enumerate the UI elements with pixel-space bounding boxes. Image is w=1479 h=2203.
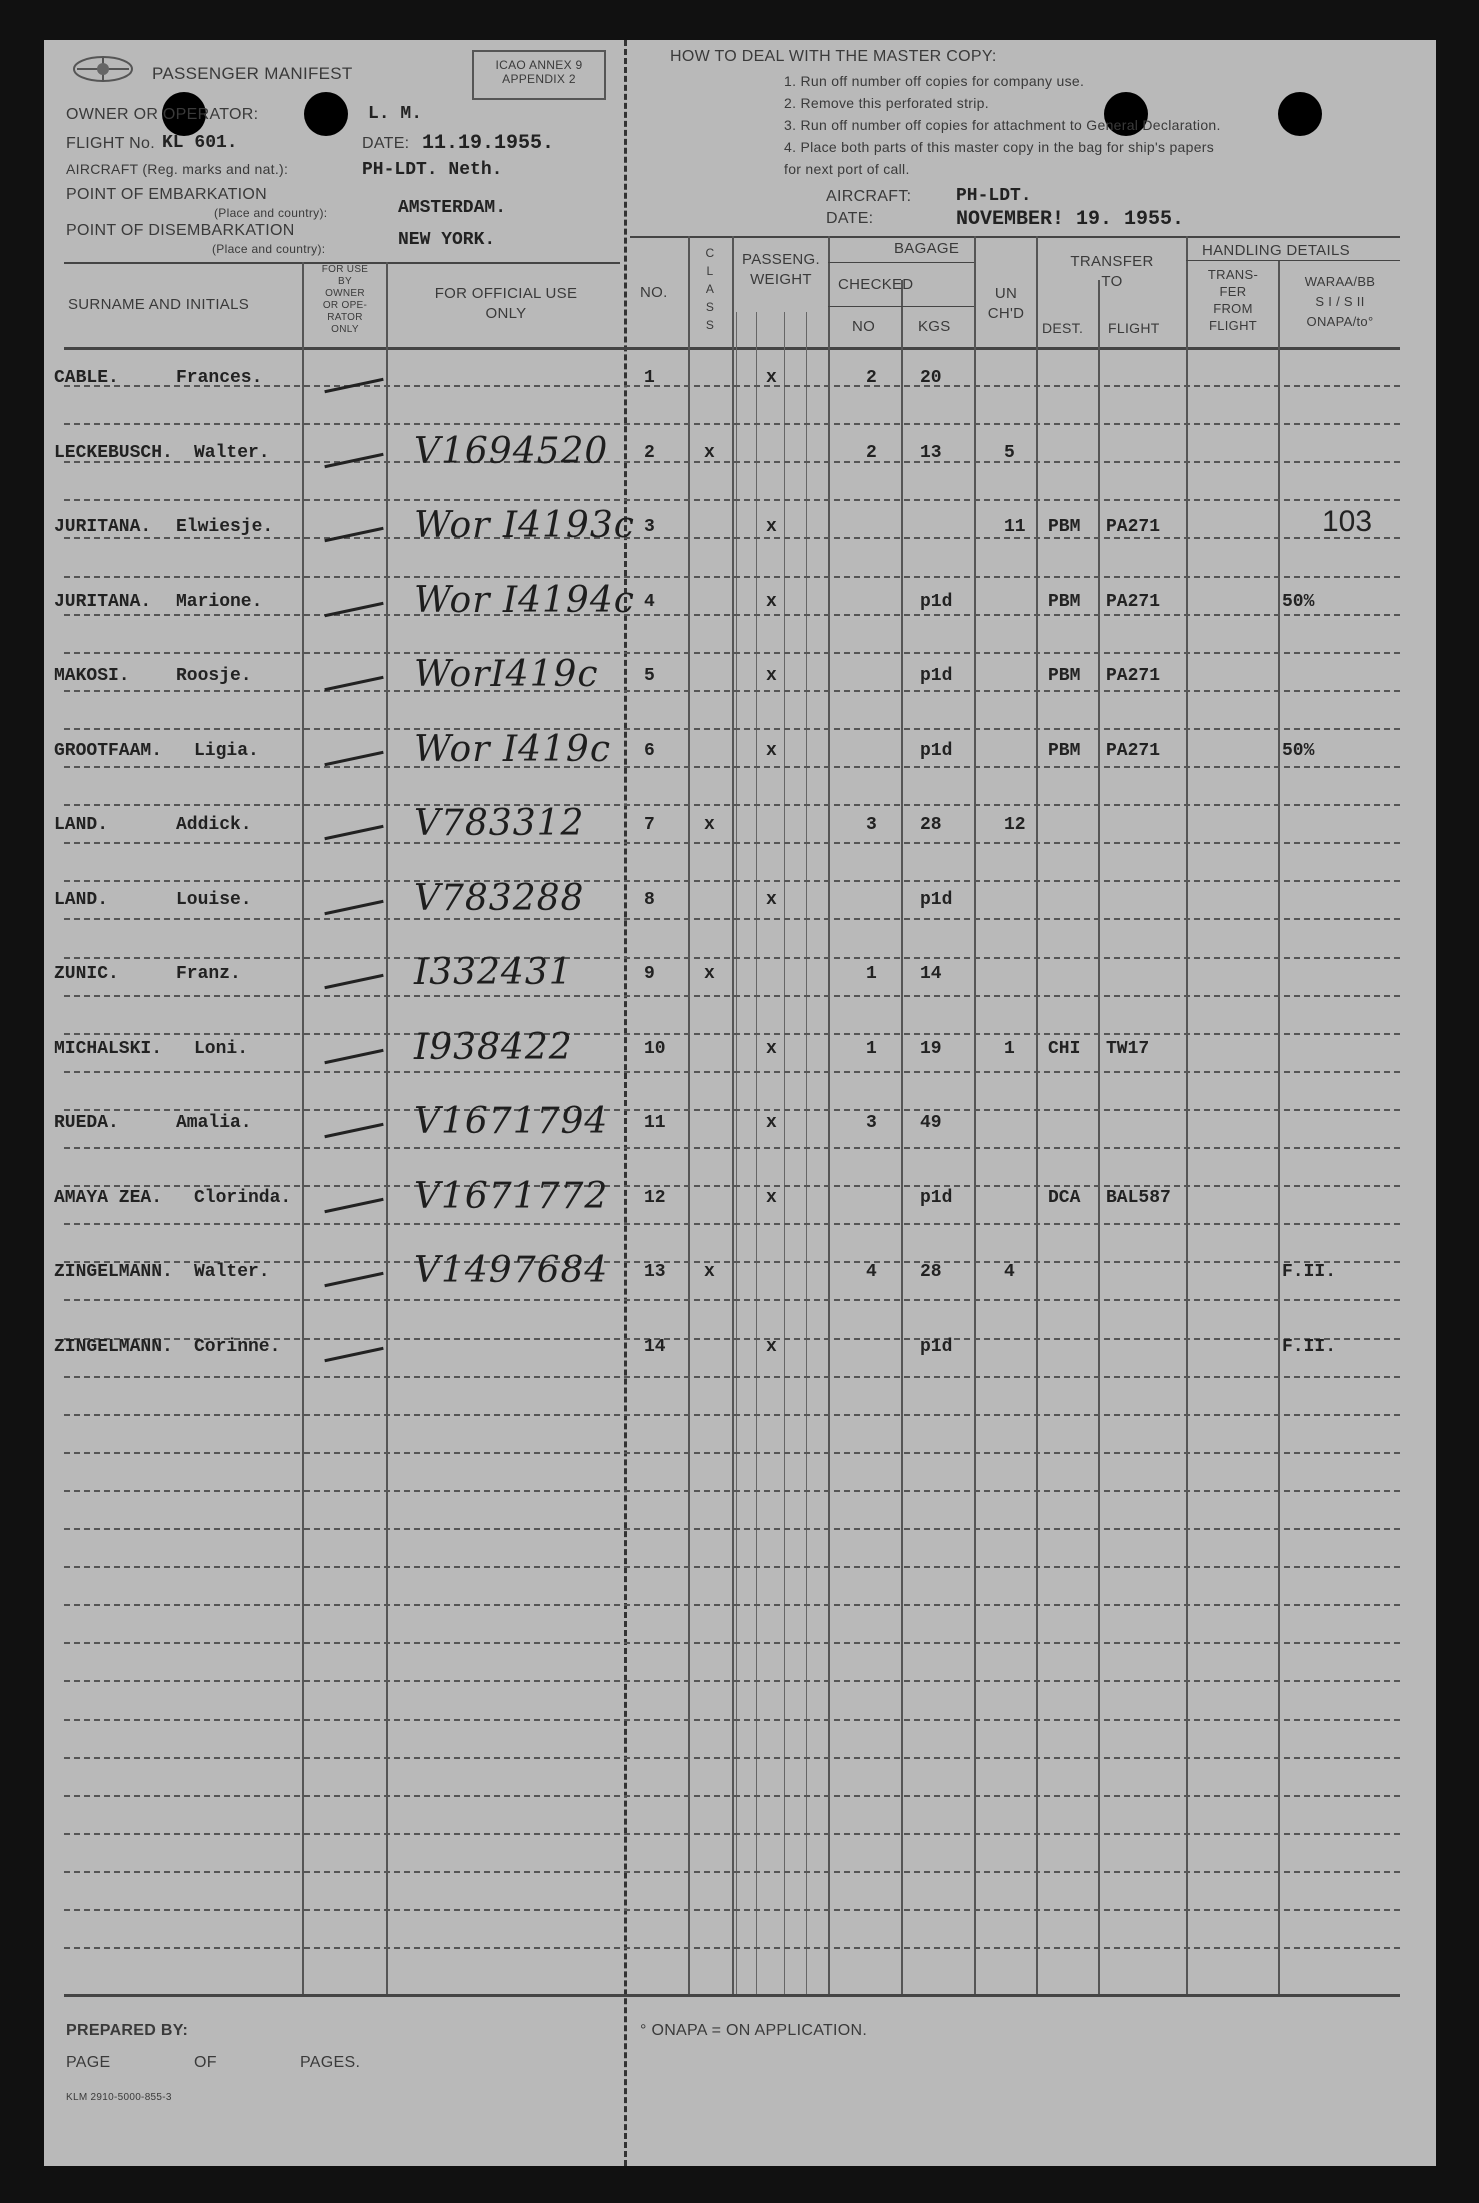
row-surname: ZINGELMANN. [54,1337,173,1357]
instruction-item: 4. Place both parts of this master copy in the bag for ship's papers [784,139,1215,155]
row-number: 11 [644,1113,666,1133]
col-owner-use [304,264,386,336]
checkmark-stroke [324,453,383,468]
row-dest: DCA [1048,1188,1081,1208]
row-weight: x [766,1337,777,1357]
row-flight: PA271 [1106,592,1161,612]
flight-label: FLIGHT No. [66,135,155,152]
row-rule [64,1604,1400,1606]
row-initials: Loni. [194,1039,249,1059]
table-row [44,431,1436,483]
row-initials: Marione. [176,592,263,612]
row-rule [64,1833,1400,1835]
checkmark-stroke [324,1347,383,1362]
col-bagage: BAGAGE [894,240,960,257]
punch-hole [304,92,348,136]
row-bag-kgs: 19 [920,1039,942,1059]
row-rule [64,1719,1400,1721]
row-initials: Ligia. [194,741,259,761]
row-initials: Clorinda. [194,1188,292,1208]
row-rule [64,576,1400,578]
row-surname: MICHALSKI. [54,1039,163,1059]
prepared-by-label: PREPARED BY: [66,2022,189,2039]
row-weight: x [766,368,777,388]
owner-label: OWNER OR OPERATOR: [66,106,259,123]
row-rule [64,1680,1400,1682]
row-dest: PBM [1048,517,1081,537]
col-official [388,284,624,324]
row-class: x [704,1262,715,1282]
checkmark-stroke [324,1049,383,1064]
trans-from-line: TRANS- [1207,267,1259,282]
row-bag-kgs: p1d [920,741,953,761]
footer-rule [64,1994,1400,1997]
row-surname: ZINGELMANN. [54,1262,173,1282]
class-letter: C [705,246,715,260]
row-class: x [704,443,715,463]
checkmark-stroke [324,1123,383,1138]
table-row [44,368,1436,408]
row-rule [64,652,1400,654]
table-row [44,1176,1436,1228]
col-unchd [976,284,1036,324]
row-number: 7 [644,815,655,835]
waraa-line: ONAPA/to° [1306,314,1374,329]
row-handling-note: 50% [1282,741,1315,761]
row-weight: x [766,1113,777,1133]
row-weight: x [766,1188,777,1208]
col-passeng [734,250,828,290]
col-divider [736,312,737,1994]
row-unchecked: 11 [1004,517,1026,537]
row-official: V1671794 [414,1101,609,1142]
checkmark-stroke [324,676,383,691]
bagage-rule [828,306,974,307]
row-initials: Roosje. [176,666,252,686]
row-official: V783312 [414,803,585,844]
row-dest: PBM [1048,741,1081,761]
transfer-line: TO [1101,273,1123,290]
table-row [44,952,1436,1004]
col-class [692,244,728,334]
class-letter: L [706,264,714,278]
instr-date-value: NOVEMBER! 19. 1955. [956,208,1185,231]
instruction-item: for next port of call. [784,161,910,177]
row-rule [64,1871,1400,1873]
class-letter: S [705,300,715,314]
date-label: DATE: [362,135,410,152]
perforation-line [624,40,627,2166]
row-class: x [704,815,715,835]
trans-from-line: FER [1219,284,1247,299]
row-rule [64,499,1400,501]
row-surname: MAKOSI. [54,666,130,686]
row-rule [64,1490,1400,1492]
row-rule [64,1033,1400,1035]
row-official: WorI419c [414,654,599,695]
date-value: 11.19.1955. [422,132,555,155]
instructions-list [784,70,1221,180]
instruction-item: 1. Run off number off copies for company use. [784,73,1085,89]
of-label: OF [194,2054,217,2071]
instructions-title: HOW TO DEAL WITH THE MASTER COPY: [670,48,997,65]
checkmark-stroke [324,751,383,766]
table-row [44,1101,1436,1153]
row-rule [64,1757,1400,1759]
col-no: NO. [640,284,668,301]
row-bag-count: 3 [866,815,877,835]
row-initials: Walter. [194,443,270,463]
aircraft-value: PH-LDT. Neth. [362,160,503,180]
row-bag-kgs: 14 [920,964,942,984]
row-number: 12 [644,1188,666,1208]
row-initials: Walter. [194,1262,270,1282]
col-checked-no: NO [852,318,876,335]
onapa-note: ° ONAPA = ON APPLICATION. [640,2022,868,2039]
checkmark-stroke [324,825,383,840]
disembark-value: NEW YORK. [398,230,496,250]
waraa-line: WARAA/BB [1304,274,1376,289]
row-rule [64,1947,1400,1949]
handling-rule [1186,260,1400,261]
row-initials: Frances. [176,368,263,388]
col-kgs: KGS [918,318,951,335]
pages-label: PAGES. [300,2054,361,2071]
row-weight: x [766,517,777,537]
owner-value: L. M. [368,104,423,124]
row-surname: LECKEBUSCH. [54,443,173,463]
row-rule [64,1909,1400,1911]
col-dest: DEST. [1042,320,1084,336]
row-number: 5 [644,666,655,686]
icao-annex: ICAO ANNEX 9 [495,58,583,72]
row-number: 13 [644,1262,666,1282]
row-rule [64,1642,1400,1644]
embark-value: AMSTERDAM. [398,198,507,218]
row-number: 4 [644,592,655,612]
row-surname: CABLE. [54,368,119,388]
table-row [44,1337,1436,1377]
owner-use-line: FOR USE [321,264,369,275]
row-bag-kgs: p1d [920,592,953,612]
row-rule [64,1109,1400,1111]
flight-value: KL 601. [162,133,238,153]
row-rule [64,1566,1400,1568]
instr-date-label: DATE: [826,210,874,227]
row-number: 3 [644,517,655,537]
passeng-line: WEIGHT [750,271,812,288]
checkmark-stroke [324,1272,383,1287]
row-bag-kgs: p1d [920,1337,953,1357]
row-handling-note: 50% [1282,592,1315,612]
row-initials: Louise. [176,890,252,910]
table-row [44,505,1436,557]
row-initials: Amalia. [176,1113,252,1133]
class-letter: A [705,282,715,296]
row-weight: x [766,741,777,761]
row-initials: Franz. [176,964,241,984]
row-rule [64,1795,1400,1797]
col-waraa [1280,272,1400,332]
row-weight: x [766,666,777,686]
bagage-rule [828,262,974,263]
official-line: FOR OFFICIAL USE [434,285,578,302]
row-bag-count: 2 [866,443,877,463]
checkmark-stroke [324,602,383,617]
row-unchecked: 12 [1004,815,1026,835]
row-number: 6 [644,741,655,761]
official-line: ONLY [485,305,527,322]
row-flight: TW17 [1106,1039,1150,1059]
row-rule [64,1414,1400,1416]
row-surname: JURITANA. [54,517,152,537]
row-unchecked: 4 [1004,1262,1015,1282]
row-number: 9 [644,964,655,984]
row-official: I938422 [414,1027,573,1068]
owner-use-line: OR OPE- [322,300,368,311]
klm-logo-icon [72,54,134,84]
row-flight: PA271 [1106,517,1161,537]
row-surname: LAND. [54,890,109,910]
col-divider [756,312,757,1994]
table-row [44,1027,1436,1079]
row-surname: GROOTFAAM. [54,741,163,761]
row-bag-kgs: 28 [920,815,942,835]
manifest-sheet [44,40,1436,2166]
icao-box [472,50,606,100]
row-flight: PA271 [1106,741,1161,761]
embark-sub: (Place and country): [214,206,328,220]
unchd-line: UN [994,285,1018,302]
row-weight: x [766,592,777,612]
row-handling-note: F.II. [1282,1337,1337,1357]
header-rule [630,236,1400,238]
row-bag-kgs: 13 [920,443,942,463]
row-bag-kgs: 20 [920,368,942,388]
col-divider [784,312,785,1994]
row-unchecked: 5 [1004,443,1015,463]
passeng-line: PASSENG. [742,251,820,268]
row-dest: CHI [1048,1039,1081,1059]
row-weight: x [766,890,777,910]
waraa-line: S I / S II [1315,294,1365,309]
instr-aircraft-label: AIRCRAFT: [826,188,912,205]
table-row [44,803,1436,855]
row-bag-count: 2 [866,368,877,388]
unchd-line: CH'D [987,305,1025,322]
row-official: V1497684 [414,1250,609,1291]
row-initials: Elwiesje. [176,517,274,537]
row-surname: RUEDA. [54,1113,119,1133]
col-trans-from [1188,266,1278,334]
punch-hole [1278,92,1322,136]
transfer-line: TRANSFER [1070,253,1154,270]
table-row [44,580,1436,632]
row-rule [64,728,1400,730]
row-flight: BAL587 [1106,1188,1171,1208]
form-number: KLM 2910-5000-855-3 [66,2092,172,2103]
col-checked: CHECKED [838,276,914,293]
row-official: I332431 [414,952,573,993]
row-official: V1694520 [414,431,609,472]
owner-use-line: ONLY [331,324,359,335]
col-transfer [1038,252,1186,292]
row-bag-count: 3 [866,1113,877,1133]
row-handling-note: 103 [1322,505,1373,538]
row-number: 8 [644,890,655,910]
row-official: Wor I4194c [414,580,635,621]
row-surname: JURITANA. [54,592,152,612]
row-rule [64,880,1400,882]
checkmark-stroke [324,378,383,393]
disembark-label: POINT OF DISEMBARKATION [66,222,295,239]
row-rule [64,1528,1400,1530]
row-rule [64,1452,1400,1454]
checkmark-stroke [324,974,383,989]
instr-aircraft-value: PH-LDT. [956,186,1032,206]
disembark-sub: (Place and country): [212,242,326,256]
row-dest: PBM [1048,666,1081,686]
owner-use-line: RATOR [327,312,363,323]
table-row [44,729,1436,781]
class-letter: S [705,318,715,332]
table-row [44,878,1436,930]
aircraft-label: AIRCRAFT (Reg. marks and nat.): [66,161,289,177]
col-flight: FLIGHT [1108,320,1160,336]
row-rule [64,423,1400,425]
instruction-item: 2. Remove this perforated strip. [784,95,989,111]
trans-from-line: FLIGHT [1208,318,1258,333]
owner-use-line: OWNER [325,288,365,299]
page-label: PAGE [66,2054,111,2071]
row-bag-count: 4 [866,1262,877,1282]
embark-label: POINT OF EMBARKATION [66,186,267,203]
row-official: V783288 [414,878,585,919]
row-bag-count: 1 [866,964,877,984]
row-bag-kgs: 28 [920,1262,942,1282]
row-initials: Corinne. [194,1337,281,1357]
col-handling: HANDLING DETAILS [1202,242,1350,259]
table-row [44,1250,1436,1302]
col-surname: SURNAME AND INITIALS [68,296,250,313]
row-rule [64,1185,1400,1187]
checkmark-stroke [324,527,383,542]
row-dest: PBM [1048,592,1081,612]
owner-use-line: BY [338,276,352,287]
row-weight: x [766,1039,777,1059]
row-bag-kgs: p1d [920,890,953,910]
row-surname: AMAYA ZEA. [54,1188,163,1208]
icao-appendix: APPENDIX 2 [502,72,576,86]
row-unchecked: 1 [1004,1039,1015,1059]
manifest-title: PASSENGER MANIFEST [152,64,353,83]
row-bag-kgs: 49 [920,1113,942,1133]
row-number: 10 [644,1039,666,1059]
checkmark-stroke [324,1198,383,1213]
row-official: V1671772 [414,1176,609,1217]
row-number: 1 [644,368,655,388]
row-official: Wor I4193c [414,505,635,546]
row-official: Wor I419c [414,729,611,770]
instruction-item: 3. Run off number off copies for attachment to General Declaration. [784,117,1221,133]
row-surname: LAND. [54,815,109,835]
row-surname: ZUNIC. [54,964,119,984]
table-row [44,654,1436,706]
trans-from-line: FROM [1213,301,1253,316]
checkmark-stroke [324,900,383,915]
row-bag-kgs: p1d [920,1188,953,1208]
row-bag-kgs: p1d [920,666,953,686]
row-initials: Addick. [176,815,252,835]
row-handling-note: F.II. [1282,1262,1337,1282]
row-rule [64,804,1400,806]
row-bag-count: 1 [866,1039,877,1059]
row-number: 2 [644,443,655,463]
row-flight: PA271 [1106,666,1161,686]
row-class: x [704,964,715,984]
col-divider [806,312,807,1994]
row-rule [64,957,1400,959]
row-number: 14 [644,1337,666,1357]
